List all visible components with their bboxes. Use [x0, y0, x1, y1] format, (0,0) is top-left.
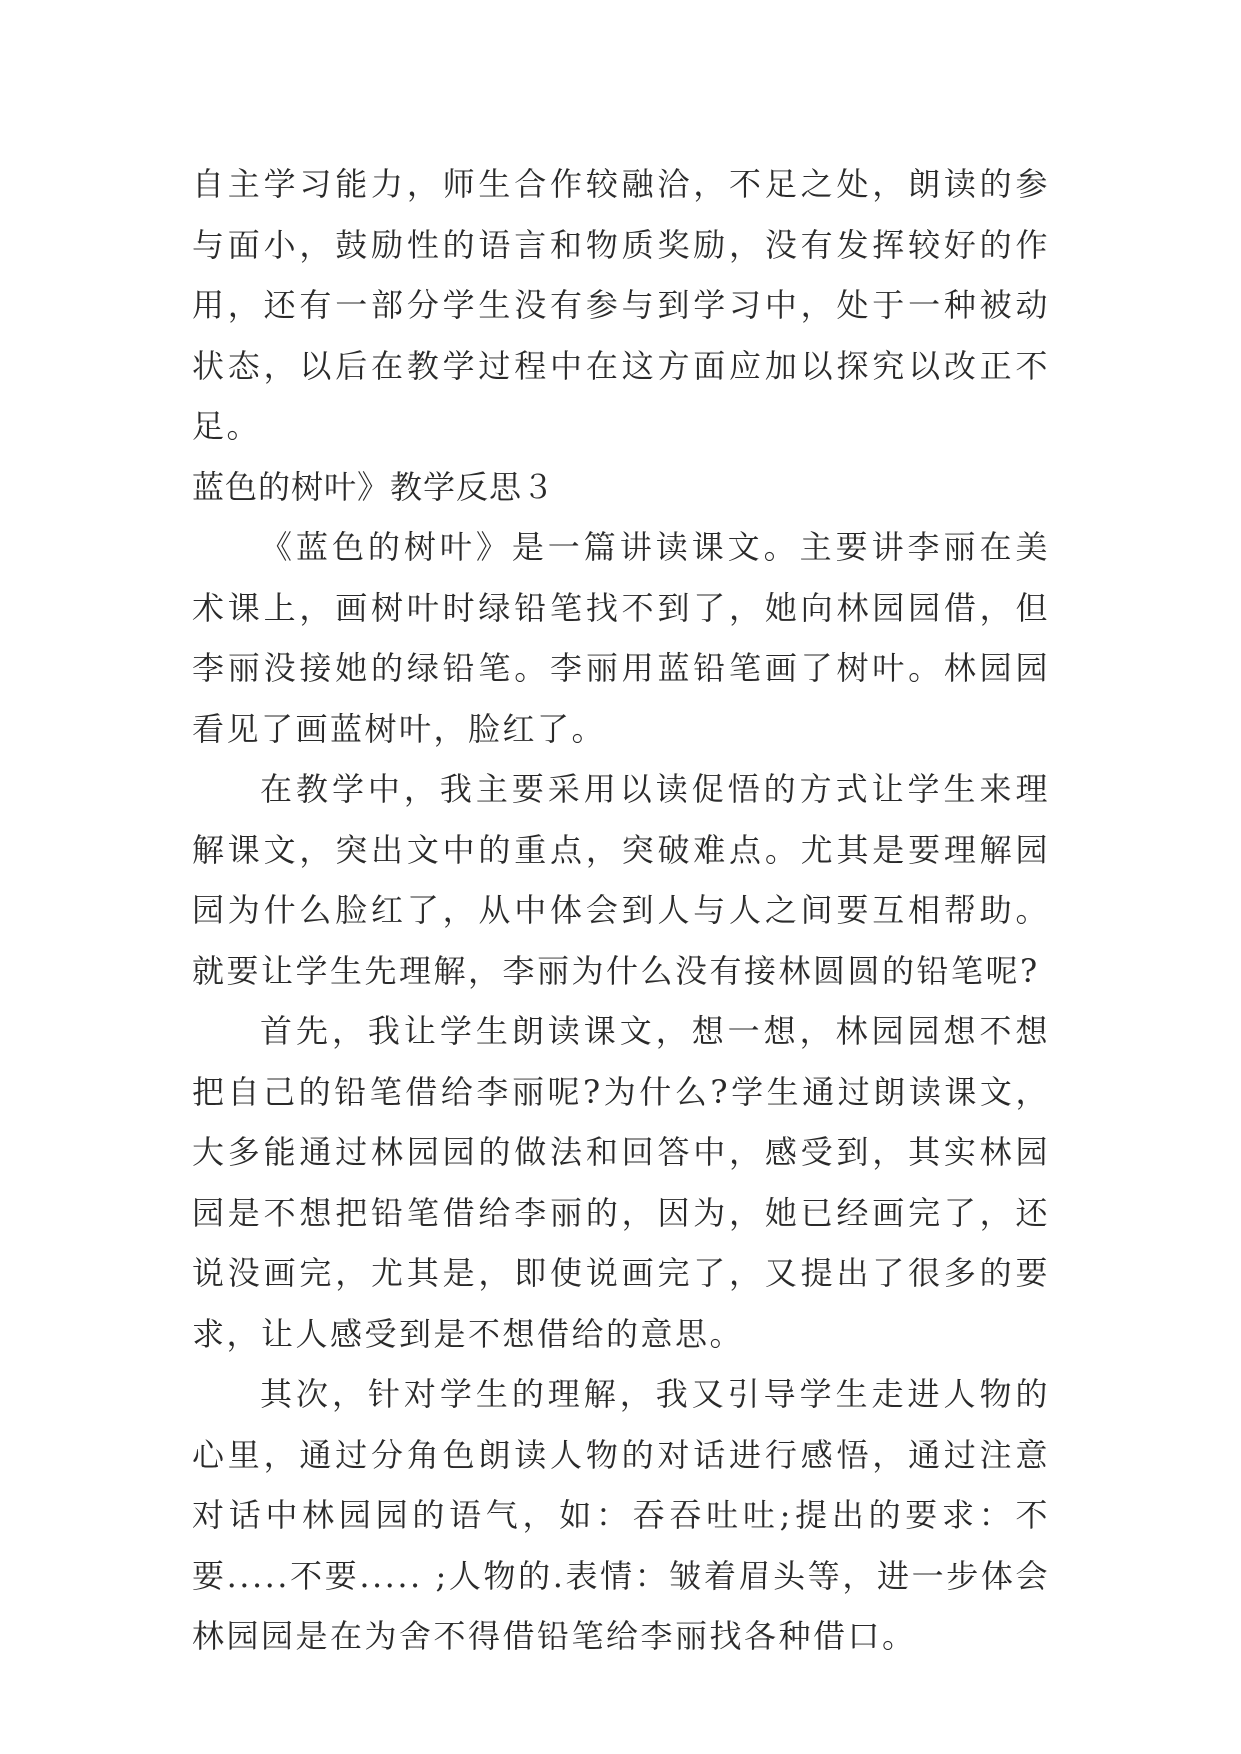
document-body [192, 154, 1050, 1667]
section-heading: 蓝色的树叶》教学反思３ [192, 467, 556, 506]
paragraph-5: 其次，针对学生的理解，我又引导学生走进人物的心里，通过分角色朗读人物的对话进行感悟，通过注意对话中林园园的语气，如：吞吞吐吐;提出的要求：不要.....不要..... ;人物的.表情：皱着眉头等，进一步体会林园园是在为舍不得借铅笔给李丽找各种借口。 [192, 1375, 1050, 1655]
paragraph-2: 《蓝色的树叶》是一篇讲读课文。主要讲李丽在美术课上，画树叶时绿铅笔找不到了，她向林园园借，但李丽没接她的绿铅笔。李丽用蓝铅笔画了树叶。林园园看见了画蓝树叶，脸红了。 [192, 528, 1050, 748]
paragraph-4: 首先，我让学生朗读课文，想一想，林园园想不想把自己的铅笔借给李丽呢?为什么?学生通过朗读课文，大多能通过林园园的做法和回答中，感受到，其实林园园是不想把铅笔借给李丽的，因为，她已经画完了，还说没画完，尤其是，即使说画完了，又提出了很多的要求，让人感受到是不想借给的意思。 [192, 1012, 1050, 1353]
paragraph-1: 自主学习能力，师生合作较融洽，不足之处，朗读的参与面小，鼓励性的语言和物质奖励，没有发挥较好的作用，还有一部分学生没有参与到学习中，处于一种被动状态，以后在教学过程中在这方面应加以探究以改正不足。 [192, 165, 1050, 445]
paragraph-3: 在教学中，我主要采用以读促悟的方式让学生来理解课文，突出文中的重点，突破难点。尤其是要理解园园为什么脸红了，从中体会到人与人之间要互相帮助。就要让学生先理解，李丽为什么没有接林圆圆的铅笔呢? [192, 770, 1050, 990]
